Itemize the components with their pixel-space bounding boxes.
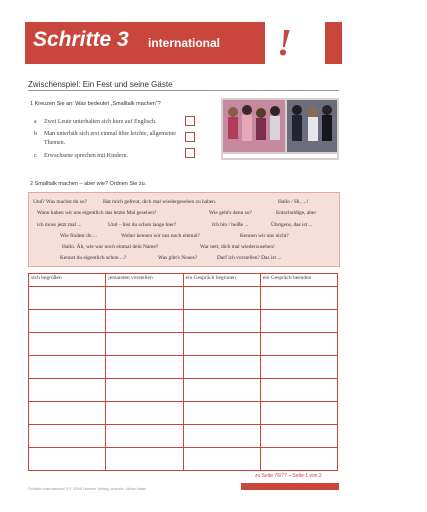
header-bar	[25, 22, 342, 64]
table-cell[interactable]	[106, 310, 183, 333]
table-cell[interactable]	[29, 310, 106, 333]
option-b-text: Man unterhält sich erst einmal über leichte, allgemeine Themen.	[44, 131, 176, 146]
table-cell[interactable]	[183, 448, 260, 471]
table-cell[interactable]	[260, 402, 337, 425]
phrase: Kennst du eigentlich schon ...?	[60, 255, 127, 261]
section-title: Zwischenspiel: Ein Fest und seine Gäste	[28, 80, 173, 89]
party-photo	[221, 98, 339, 160]
phrase: Und? Was machst du so?	[33, 199, 87, 205]
table-row	[29, 310, 338, 333]
table-cell[interactable]	[260, 333, 337, 356]
table-cell[interactable]	[29, 448, 106, 471]
phrase: Und – bist du schon lange hier?	[108, 222, 177, 228]
sorting-table	[28, 273, 338, 471]
table-cell[interactable]	[260, 425, 337, 448]
table-cell[interactable]	[29, 425, 106, 448]
table-row	[29, 448, 338, 471]
table-cell[interactable]	[260, 287, 337, 310]
question-1-prompt: 1 Kreuzen Sie an: Was bedeutet „Smalltalk machen“?	[30, 101, 161, 107]
table-cell[interactable]	[106, 333, 183, 356]
exclamation-logo: !	[277, 22, 292, 64]
option-c-letter: c	[34, 153, 37, 159]
phrase: Woher kennen wir uns noch einmal?	[121, 233, 200, 239]
phrase: Wie findest du ...	[60, 233, 97, 239]
table-row	[29, 402, 338, 425]
table-cell[interactable]	[260, 310, 337, 333]
phrase: Wann haben wir uns eigentlich das letzte Mal gesehen?	[37, 210, 157, 216]
question-2-prompt: 2 Smalltalk machen – aber wie? Ordnen Sie zu.	[30, 181, 147, 187]
table-cell[interactable]	[260, 356, 337, 379]
table-cell[interactable]	[183, 402, 260, 425]
option-b-letter: b	[34, 131, 37, 137]
table-cell[interactable]	[183, 310, 260, 333]
table-row	[29, 379, 338, 402]
table-cell[interactable]	[260, 448, 337, 471]
footer-accent-bar	[241, 483, 339, 490]
table-cell[interactable]	[183, 425, 260, 448]
table-cell[interactable]	[260, 379, 337, 402]
option-a-text: Zwei Leute unterhalten sich kurz auf Englisch.	[44, 119, 157, 125]
phrase: Ich bin / heiße ...	[212, 222, 249, 228]
table-cell[interactable]	[183, 379, 260, 402]
phrase: Was gibt's Neues?	[158, 255, 198, 261]
option-b-checkbox[interactable]	[185, 132, 195, 142]
table-row	[29, 333, 338, 356]
table-cell[interactable]	[183, 287, 260, 310]
table-cell[interactable]	[183, 356, 260, 379]
option-a-letter: a	[34, 119, 37, 125]
table-cell[interactable]	[106, 425, 183, 448]
phrase: Hat mich gefreut, dich mal wiedergesehen zu haben.	[103, 199, 217, 205]
table-cell[interactable]	[183, 333, 260, 356]
phrase: ich muss jetzt mal ...	[37, 222, 82, 228]
table-cell[interactable]	[29, 379, 106, 402]
copyright-notice: Schritte international 3 © 2006 Hueber Verlag, Autorin: Ulrike Haas	[28, 486, 147, 491]
table-row	[29, 425, 338, 448]
table-header-row	[29, 274, 338, 287]
table-cell[interactable]	[106, 287, 183, 310]
column-header-starting: ein Gespräch beginnen	[183, 274, 260, 287]
table-cell[interactable]	[106, 379, 183, 402]
table-cell[interactable]	[29, 402, 106, 425]
column-header-introducing: jemanden vorstellen	[106, 274, 183, 287]
party-photo-graphic	[221, 98, 339, 160]
section-divider	[28, 90, 339, 91]
phrase: War nett, dich mal wiederzusehen!	[200, 244, 275, 250]
book-subtitle: international	[148, 36, 221, 50]
table-cell[interactable]	[106, 402, 183, 425]
table-cell[interactable]	[106, 448, 183, 471]
phrase: Wie geht's denn so?	[209, 210, 252, 216]
option-c-text: Erwachsene sprechen mit Kindern.	[44, 153, 128, 159]
column-header-ending: ein Gespräch beenden	[260, 274, 337, 287]
table-row	[29, 287, 338, 310]
table-cell[interactable]	[29, 356, 106, 379]
book-title: Schritte 3	[33, 28, 129, 51]
phrase: Entschuldige, aber	[276, 210, 317, 216]
phrase: Kennen wir uns nicht?	[240, 233, 289, 239]
option-c-checkbox[interactable]	[185, 148, 195, 158]
phrase: Hallo. Äh, wie war noch einmal dein Name?	[62, 244, 159, 250]
phrase: Darf ich vorstellen? Das ist ...	[217, 255, 282, 261]
table-cell[interactable]	[29, 287, 106, 310]
phrase: Hallo / Hi, ...!	[278, 199, 309, 205]
page-reference: zu Seite 76/77 – Seite 1 von 2	[255, 473, 322, 479]
table-body	[29, 287, 338, 471]
table-row	[29, 356, 338, 379]
table-cell[interactable]	[29, 333, 106, 356]
lesson-number: 7	[310, 27, 321, 48]
option-a-checkbox[interactable]	[185, 116, 195, 126]
phrase: Übrigens, das ist ...	[271, 222, 313, 228]
table-cell[interactable]	[106, 356, 183, 379]
column-header-greeting: sich begrüßen	[29, 274, 106, 287]
